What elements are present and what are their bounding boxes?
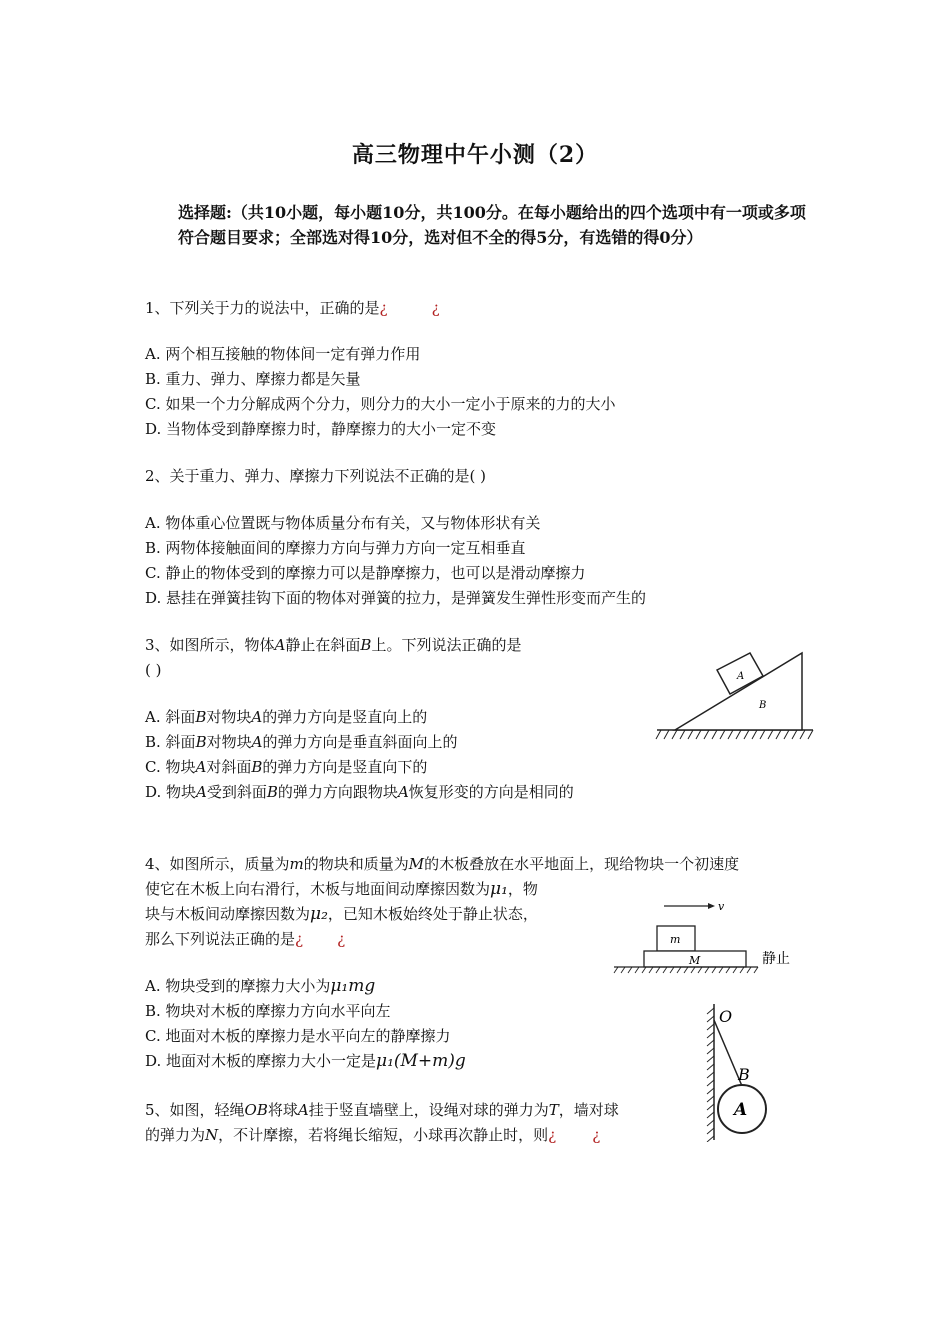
- question-1-option-d: D. 当物体受到静摩擦力时，静摩擦力的大小一定不变: [145, 420, 497, 438]
- block-board-figure: [612, 892, 802, 974]
- question-3-option-c: C. 物块A对斜面B的弹力方向是竖直向下的: [145, 758, 428, 776]
- block-m-label: m: [670, 933, 681, 946]
- question-5-stem-line-1: 5、如图，轻绳OB将球A挂于竖直墙壁上，设绳对球的弹力为T，墙对球: [145, 1101, 619, 1119]
- question-1-stem: 1、下列关于力的说法中，正确的是¿ ¿: [145, 299, 440, 317]
- question-2-option-c: C. 静止的物体受到的摩擦力可以是静摩擦力，也可以是滑动摩擦力: [145, 564, 586, 582]
- question-3-stem: 3、如图所示，物体A静止在斜面B上。下列说法正确的是: [145, 636, 522, 654]
- incline-figure: [655, 648, 815, 743]
- question-3-option-d: D. 物块A受到斜面B的弹力方向跟物块A恢复形变的方向是相同的: [145, 783, 574, 801]
- question-2-option-b: B. 两物体接触面间的摩擦力方向与弹力方向一定互相垂直: [145, 539, 526, 557]
- label-a: A: [734, 1100, 748, 1120]
- static-label: 静止: [762, 951, 790, 967]
- question-3-option-a: A. 斜面B对物块A的弹力方向是竖直向上的: [145, 708, 428, 726]
- question-4-option-d: D. 地面对木板的摩擦力大小一定是μ₁(M+m)g: [145, 1051, 466, 1071]
- question-4-stem-line-3: 块与木板间动摩擦因数为μ₂，已知木板始终处于静止状态，: [145, 904, 538, 924]
- q4-ground: [614, 967, 758, 973]
- question-2-option-d: D. 悬挂在弹簧挂钩下面的物体对弹簧的拉力，是弹簧发生弹性形变而产生的: [145, 589, 647, 607]
- question-4-stem-line-1: 4、如图所示，质量为m的物块和质量为M的木板叠放在水平地面上，现给物块一个初速度: [145, 855, 740, 873]
- instructions: 选择题:（共10小题，每小题10分，共100分。在每小题给出的四个选项中有一项或多项符合题目要求；全部选对得10分，选对但不全的得5分，有选错的得0分）: [178, 203, 806, 247]
- velocity-label: v: [718, 900, 725, 913]
- question-4-stem-line-2: 使它在木板上向右滑行，木板与地面间动摩擦因数为μ₁，物: [145, 879, 538, 899]
- velocity-arrowhead: [708, 903, 715, 909]
- question-3-option-b: B. 斜面B对物块A的弹力方向是垂直斜面向上的: [145, 733, 458, 751]
- question-3-paren: ( ): [145, 661, 162, 679]
- question-4-option-b: B. 物块对木板的摩擦力方向水平向左: [145, 1002, 391, 1020]
- label-b: B: [738, 1065, 750, 1084]
- question-5-stem-line-2: 的弹力为N，不计摩擦，若将绳长缩短，小球再次静止时，则¿ ¿: [145, 1126, 601, 1144]
- question-4-stem-line-4: 那么下列说法正确的是¿ ¿: [145, 930, 346, 948]
- question-1-option-c: C. 如果一个力分解成两个分力，则分力的大小一定小于原来的力的大小: [145, 395, 616, 413]
- question-2-stem: 2、关于重力、弹力、摩擦力下列说法不正确的是( ): [145, 467, 487, 485]
- question-1-option-b: B. 重力、弹力、摩擦力都是矢量: [145, 370, 361, 388]
- wall: [707, 1004, 714, 1142]
- question-4-option-a: A. 物块受到的摩擦力大小为μ₁mg: [145, 976, 376, 996]
- incline-b-label: B: [759, 700, 767, 711]
- label-o: O: [719, 1007, 733, 1026]
- incline-ground: [656, 730, 813, 739]
- wall-ball-figure: [700, 1002, 780, 1142]
- question-4-option-c: C. 地面对木板的摩擦力是水平向左的静摩擦力: [145, 1027, 451, 1045]
- page-title: 高三物理中午小测（2）: [351, 142, 599, 168]
- question-1-option-a: A. 两个相互接触的物体间一定有弹力作用: [145, 345, 421, 363]
- question-2-option-a: A. 物体重心位置既与物体质量分布有关，又与物体形状有关: [145, 514, 541, 532]
- block-a-label: A: [737, 671, 745, 682]
- board-M-label: M: [689, 954, 701, 967]
